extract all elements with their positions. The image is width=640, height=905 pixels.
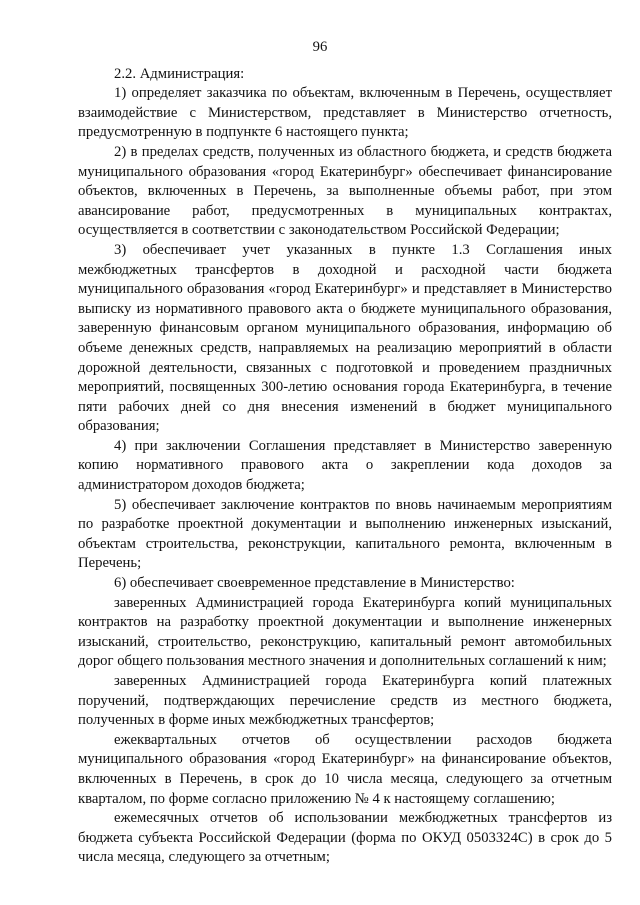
page-number: 96: [312, 39, 328, 55]
subparagraph-payment-orders: заверенных Администрацией города Екатеринбурга копий платежных поручений, подтверждающих перечисление средств из местного бюджета, полученных в форме иных межбюджетных трансфертов;: [78, 673, 612, 729]
section-heading: 2.2. Администрация:: [114, 65, 245, 82]
paragraph-item-6: 6) обеспечивает своевременное представление в Министерство:: [114, 575, 515, 592]
paragraph-item-2: 2) в пределах средств, полученных из областного бюджета, и средств бюджета муниципального образования «город Екатеринбург» обеспечивает финансирование объектов, включенных в Перечень, за выполненные объемы работ, при этом авансирование работ, предусмотренных в муниципальных контрактах, осуществляется в соответствии с законодательством Российской Федерации;: [78, 143, 612, 239]
subparagraph-monthly-reports: ежемесячных отчетов об использовании межбюджетных трансфертов из бюджета субъекта Российской Федерации (форма по ОКУД 0503324С) в срок до 5 числа месяца, следующего за отчетным;: [78, 810, 612, 866]
paragraph-item-4: 4) при заключении Соглашения представляет в Министерство заверенную копию нормативного правового акта о закреплении кода доходов за администратором доходов бюджета;: [78, 437, 612, 494]
paragraph-item-1: 1) определяет заказчика по объектам, включенным в Перечень, осуществляет взаимодействие с Министерством, представляет в Министерство отчетность, предусмотренную в подпункте 6 настоящего пункта;: [78, 85, 612, 141]
subparagraph-contract-copies: заверенных Администрацией города Екатеринбурга копий муниципальных контрактов на разработку проектной документации и выполнение инженерных изысканий, строительство, реконструкцию, капитальный ремонт автомобильных дорог общего пользования местного значения и дополнительных соглашений к ним;: [78, 594, 612, 670]
paragraph-item-5: 5) обеспечивает заключение контрактов по вновь начинаемым мероприятиям по разработке проектной документации и выполнению инженерных изысканий, объектам строительства, реконструкции, капитального ремонта, включенным в Перечень;: [78, 496, 612, 572]
paragraph-item-3: 3) обеспечивает учет указанных в пункте 1.3 Соглашения иных межбюджетных трансфертов в доходной и расходной части бюджета муниципального образования «город Екатеринбург» и представляет в Министерство выписку из нормативного правового акта о бюджете муниципального образования, заверенную финансовым органом муниципального образования, информацию об объеме денежных средств, направляемых на реализацию мероприятий в области дорожной деятельности, связанных с подготовкой и проведением праздничных мероприятий, посвященных 300-летию основания города Екатеринбурга, в течение пяти рабочих дней со дня внесения изменений в бюджет муниципального образования;: [78, 241, 612, 435]
subparagraph-quarterly-reports: ежеквартальных отчетов об осуществлении расходов бюджета муниципального образования «город Екатеринбург» на финансирование объектов, включенных в Перечень, в срок до 10 числа месяца, следующего за отчетным кварталом, по форме согласно приложению № 4 к настоящему соглашению;: [78, 731, 612, 807]
